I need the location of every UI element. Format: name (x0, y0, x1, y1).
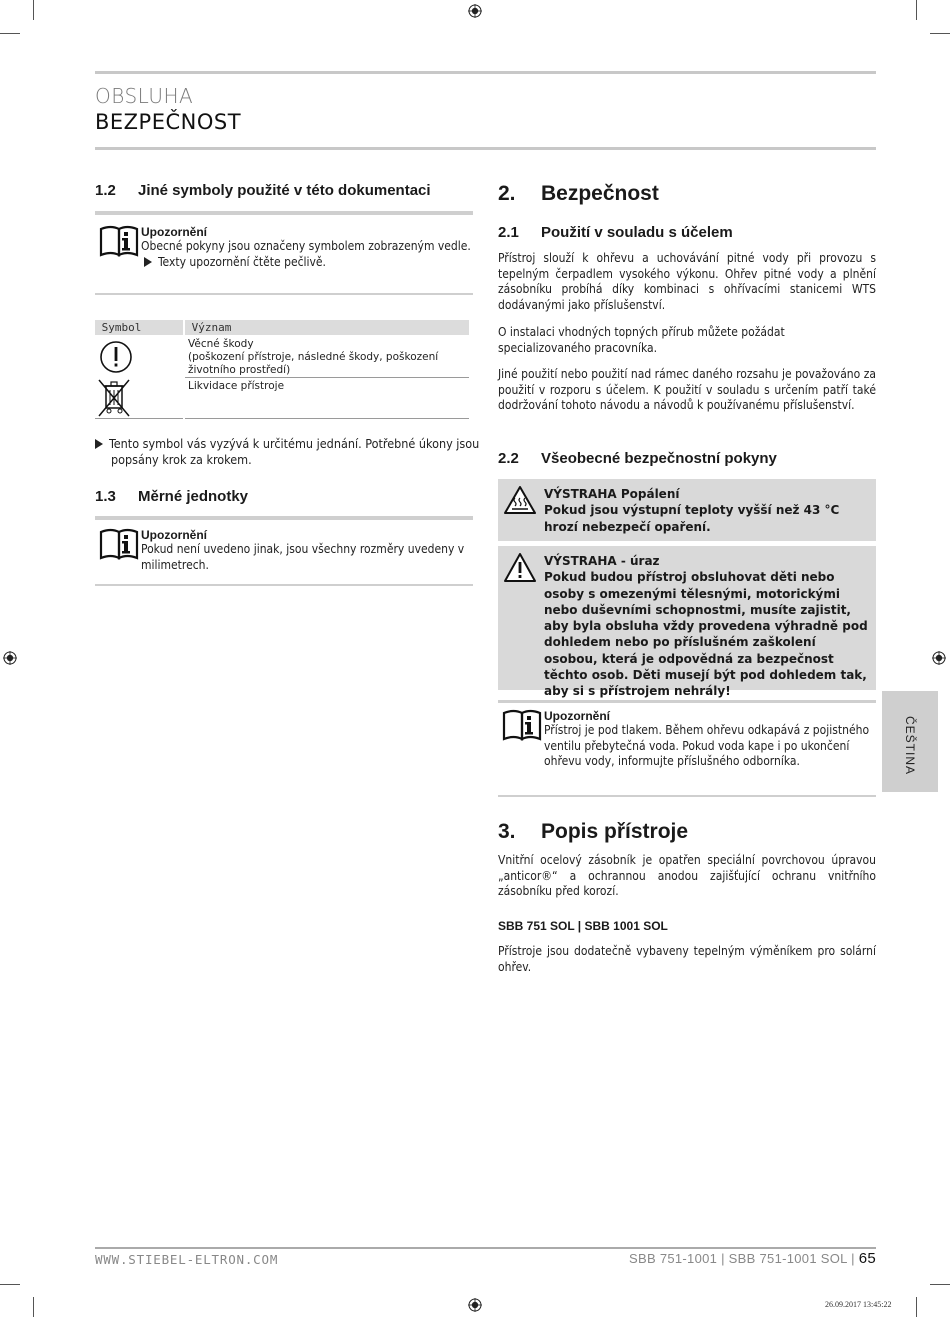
note-title: Upozornění (544, 709, 610, 723)
section-number: 2. (498, 182, 516, 205)
warning-text: Pokud jsou výstupní teploty vyšší než 43 °C hrozí nebezpečí opaření. (544, 503, 840, 534)
exclamation-circle-icon (99, 340, 133, 374)
registration-mark-icon (932, 651, 946, 665)
note-bullet: Texty upozornění čtěte pečlivě. (144, 255, 473, 271)
warning-title: VÝSTRAHA Popálení (544, 487, 680, 501)
crop-mark (916, 0, 917, 20)
section-heading-3 (498, 820, 876, 844)
section-number: 2.2 (498, 450, 519, 467)
crop-mark (930, 1284, 950, 1285)
footer-product: SBB 751-1001 | SBB 751-1001 SOL | 65 (629, 1250, 876, 1267)
book-info-icon (99, 225, 139, 257)
note-text: Obecné pokyny jsou označeny symbolem zobrazeným vedle. (141, 239, 471, 253)
paragraph: Přístroje jsou dodatečně vybaveny tepelným výměníkem pro solární ohřev. (498, 944, 876, 974)
table-header: Význam (185, 320, 469, 335)
note-title: Upozornění (141, 528, 207, 542)
book-info-icon (502, 709, 542, 741)
paragraph: Jiné použití nebo použití nad rámec daného rozsahu je považováno za použití v rozporu s účelem. K použití v souladu s určením patří také dodržování tohoto návodu a návodů k používanému příslušenství. (498, 367, 876, 412)
paragraph: Přístroj slouží k ohřevu a uchovávání pitné vody při provozu s tepelným čerpadlem vysokého výkonu. Ohřev pitné vody a plnění zásobníku probíhá díky kombinaci s ohřívacími stanicemi WTS dodávanými jako příslušenství. (498, 251, 876, 312)
section-heading-2 (498, 182, 876, 206)
page-title: BEZPEČNOST (95, 110, 242, 134)
recycle-bin-crossed-icon (96, 378, 132, 418)
section-number: 1.2 (95, 182, 116, 199)
language-tab (882, 691, 938, 792)
footer-rule (95, 1247, 876, 1249)
table-cell: Věcné škody (poškození přístroje, následné škody, poškození životního prostředí) (188, 338, 439, 376)
footer-url[interactable]: WWW.STIEBEL-ELTRON.COM (95, 1252, 279, 1267)
book-info-icon (99, 528, 139, 560)
model-heading: SBB 751 SOL | SBB 1001 SOL (498, 919, 668, 933)
crop-mark (0, 1284, 20, 1285)
crop-mark (0, 33, 20, 34)
crop-mark (930, 33, 950, 34)
crop-mark (916, 1297, 917, 1317)
registration-mark-icon (468, 4, 482, 18)
section-number: 2.1 (498, 224, 519, 241)
warning-title: VÝSTRAHA - úraz (544, 554, 660, 568)
section-title: Jiné symboly použité v této dokumentaci (138, 182, 431, 199)
section-number: 1.3 (95, 488, 116, 505)
note-box (498, 700, 876, 797)
section-title: Bezpečnost (541, 182, 659, 205)
warning-box (498, 479, 876, 541)
crop-mark (33, 0, 34, 20)
section-heading-2-1 (498, 224, 876, 242)
section-number: 3. (498, 820, 516, 843)
hot-surface-warning-icon (503, 485, 537, 515)
section-title: Všeobecné bezpečnostní pokyny (541, 450, 777, 467)
header-section: OBSLUHA (95, 84, 194, 108)
arrow-icon (144, 257, 152, 267)
table-divider (95, 418, 183, 419)
registration-mark-icon (468, 1298, 482, 1312)
crop-mark (33, 1297, 34, 1317)
section-heading-1-2 (95, 182, 473, 200)
section-title: Popis přístroje (541, 820, 689, 843)
note-text: Přístroj je pod tlakem. Během ohřevu odkapává z pojistného ventilu přebytečná voda. Pokud voda kape i po ukončení ohřevu vody, informujte příslušného odborníka. (544, 723, 870, 768)
section-title: Použití v souladu s účelem (541, 224, 733, 241)
page-number: 65 (858, 1250, 876, 1267)
paragraph: Vnitřní ocelový zásobník je opatřen speciální povrchovou úpravou „anticor®“ a ochrannou anodou zajišťující ochranu vnitřního zásobníku před korozí. (498, 853, 876, 898)
section-heading-1-3 (95, 488, 473, 506)
note-box (95, 211, 473, 295)
registration-mark-icon (3, 651, 17, 665)
section-heading-2-2 (498, 450, 876, 468)
header-rule (95, 71, 876, 74)
table-divider (185, 418, 469, 419)
warning-text: Pokud budou přístroj obsluhovat děti nebo osoby s omezenými tělesnými, motorickými nebo duševními schopnostmi, musíte zajistit, aby byla obsluha vždy provedena výhradně pod dohledem nebo po příslušném zaškolení osobou, která je odpovědná za bezpečnost těchto osob. Děti musejí být pod dohledem tak, aby si s přístrojem nehrály! (544, 570, 868, 699)
note-title: Upozornění (141, 225, 207, 239)
table-header: Symbol (95, 320, 183, 335)
note-box (95, 516, 473, 586)
warning-box (498, 546, 876, 699)
print-timestamp: 26.09.2017 13:45:22 (825, 1300, 892, 1309)
header-rule (95, 147, 876, 150)
table-divider (185, 377, 469, 378)
warning-triangle-icon (503, 552, 537, 584)
arrow-icon (95, 439, 103, 449)
section-title: Měrné jednotky (138, 488, 249, 505)
paragraph: O instalaci vhodných topných přírub můžete požádat specializovaného pracovníka. (498, 325, 785, 355)
note-text: Pokud není uvedeno jinak, jsou všechny rozměry uvedeny v milimetrech. (141, 542, 465, 572)
table-cell: Likvidace přístroje (188, 380, 285, 392)
language-label: ČEŠTINA (903, 716, 917, 776)
instruction-bullet: Tento symbol vás vyzývá k určitému jednání. Potřebné úkony jsou popsány krok za krokem. (95, 436, 489, 467)
